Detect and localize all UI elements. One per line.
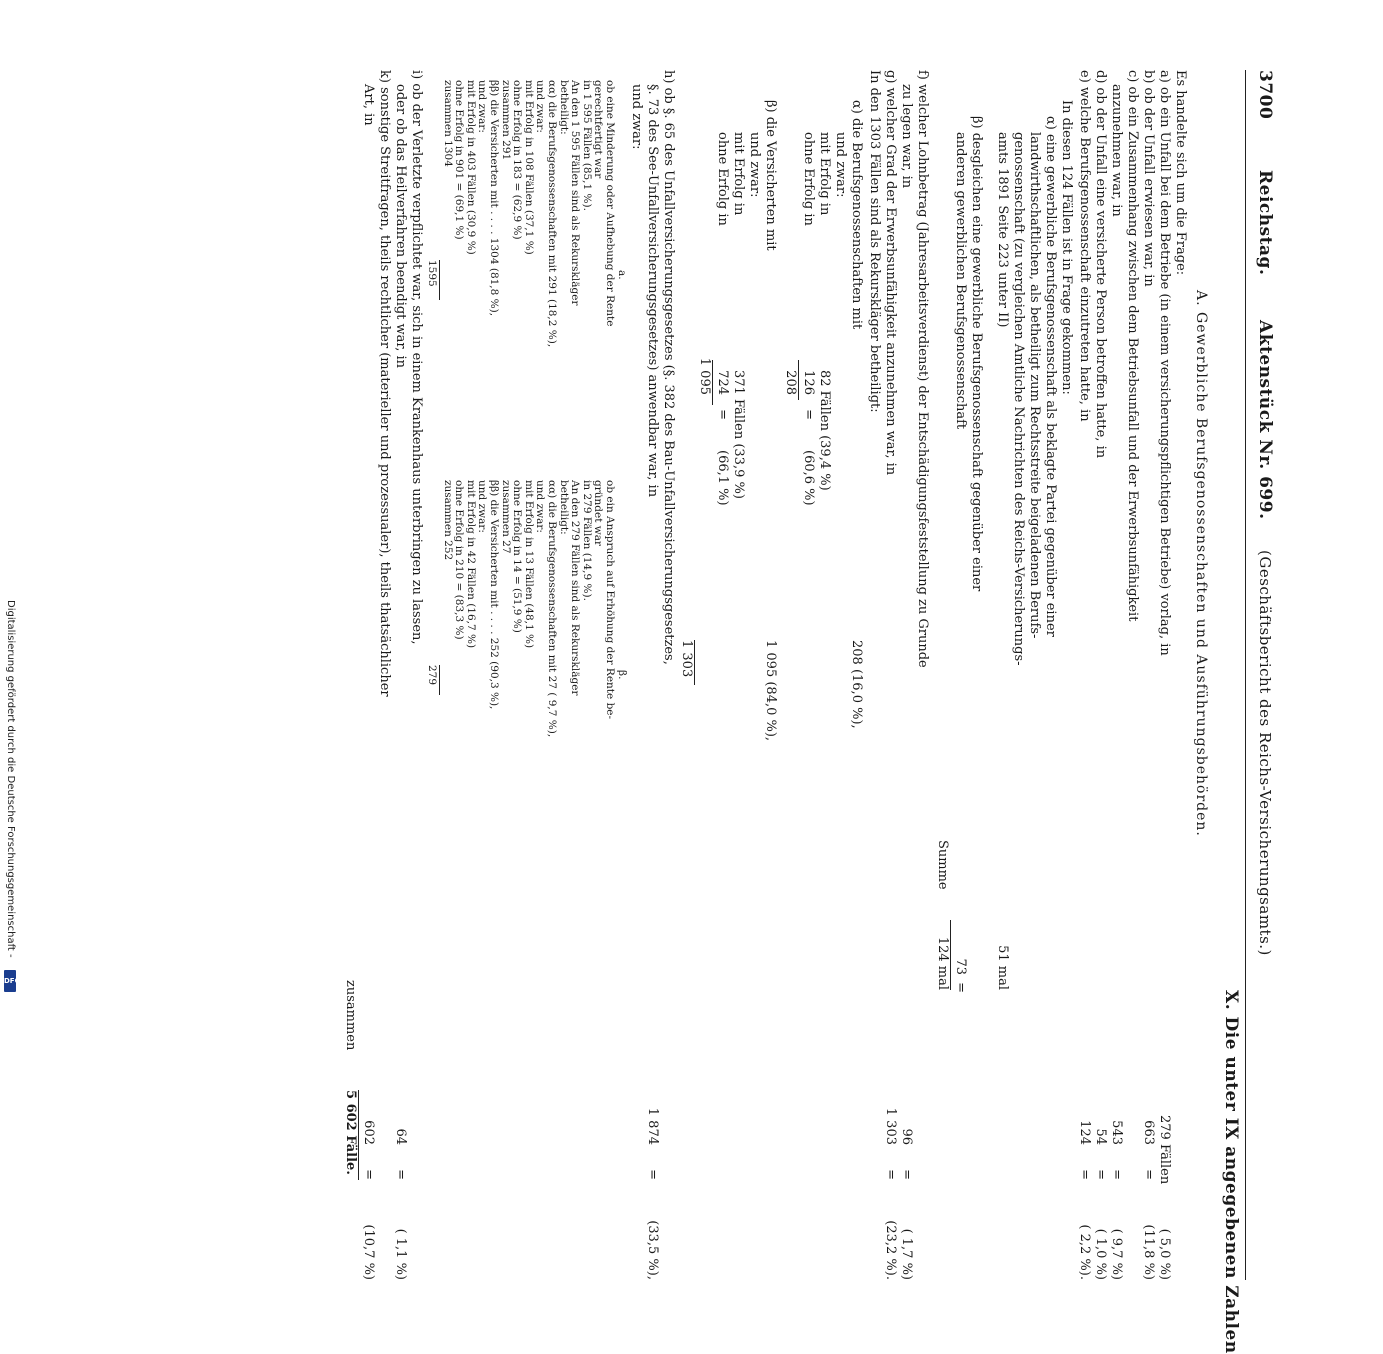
col-a-line: gerechtfertigt war (592, 80, 605, 179)
e-alpha-line-1: α) eine gewerbliche Berufsgenossenschaft als beklagte Partei gegenüber einer (1043, 116, 1058, 637)
g-beta-fail: 724 (715, 370, 730, 395)
e-beta-value: 73 (953, 958, 968, 975)
g-beta-undzwar: und zwar: (747, 132, 762, 198)
col-b-total-rule (439, 665, 440, 695)
section-subheading: A. Gewerbliche Berufsgenossenschaften und Ausführungsbehörden. (1193, 290, 1209, 837)
item-h-mark: = (645, 1169, 660, 1180)
e-alpha-line-2: landwirthschaftlichen, als betheiligt zum Rechtsstreite beigeladenen Berufs- (1027, 132, 1042, 639)
item-b-mark: = (1141, 1169, 1156, 1180)
page-number: 3700 (1255, 70, 1275, 120)
g-grand-total: 1 303 (679, 640, 694, 678)
col-a-label: a. (616, 270, 628, 280)
col-b-line: und zwar: (476, 480, 489, 533)
item-b-count: 663 (1141, 1120, 1156, 1145)
item-a-count: 279 Fällen (1157, 1115, 1172, 1185)
col-b-label: β. (616, 670, 628, 680)
item-f-line-2: zu legen war, in (899, 84, 914, 189)
col-b-line: mit Erfolg in 13 Fällen (48,1 %) (522, 480, 535, 649)
item-g-count: 1 303 (883, 1107, 898, 1145)
col-a-line: ob eine Minderung oder Aufhebung der Rente (604, 80, 616, 327)
item-c-text2: anzunehmen war, in (1109, 84, 1124, 217)
col-a-line: und zwar: (534, 80, 547, 133)
item-d-pct: ( 1,0 %) (1093, 1228, 1108, 1280)
item-c-count: 543 (1109, 1120, 1124, 1145)
g-grand-rule (694, 640, 695, 685)
item-a-pct: ( 5,0 %) (1157, 1228, 1172, 1280)
col-a-line: ββ) die Versicherten mit . . . . 1304 (81,8 %), (488, 80, 500, 317)
col-b-line: ob ein Anspruch auf Erhöhung der Rente be- (604, 480, 616, 720)
g-alpha-fail-pct: (60,6 %) (801, 450, 816, 506)
col-b-line: An den 279 Fällen sind als Rekurskläger (569, 480, 582, 696)
g-intro: In den 1303 Fällen sind als Rekurskläger betheiligt: (867, 70, 882, 413)
e-alpha-value: 51 mal (995, 945, 1010, 990)
item-i-pct: ( 1,1 %) (393, 1228, 408, 1280)
col-b-line: ββ) die Versicherten mit . . . . 252 (90,3 %), (488, 480, 500, 710)
g-alpha-undzwar: und zwar: (833, 132, 848, 198)
g-alpha-ohne-erfolg: ohne Erfolg in (801, 132, 816, 226)
g-alpha-total: 208 (783, 370, 798, 395)
e-alpha-line-4: amts 1891 Seite 223 unter II) (995, 132, 1010, 328)
rotated-document-sheet (50, 60, 1280, 1354)
item-h-line-2: §. 73 des See-Unfallversicherungsgesetzes) anwendbar war, in (645, 84, 660, 498)
intro-line: Es handelte sich um die Frage: (1173, 70, 1188, 276)
g-beta-value: 1 095 (84,0 %), (763, 640, 778, 742)
col-a-line: αα) die Berufsgenossenschaften mit 291 (18,2 %), (546, 80, 558, 348)
item-e-mark: = (1077, 1169, 1092, 1180)
item-i-mark: = (393, 1169, 408, 1180)
g-alpha-fail-mark: = (801, 409, 816, 420)
col-a-total-rule (439, 260, 440, 300)
digitization-credit (2, 600, 21, 995)
item-h-pct: (33,5 %), (645, 1220, 660, 1280)
item-d-count: 54 (1093, 1128, 1108, 1145)
item-i-count: 64 (393, 1128, 408, 1145)
total-rule (358, 1090, 359, 1180)
e-beta-mark: = (953, 982, 968, 993)
g-beta-fail-mark: = (715, 409, 730, 420)
item-e-pct: ( 2,2 %). (1077, 1224, 1092, 1280)
item-f-line-1: f) welcher Lohnbetrag (Jahresarbeitsverdienst) der Entschädigungsfeststellung zu Grunde (915, 70, 930, 668)
item-k-pct: (10,7 %) (361, 1224, 376, 1280)
e-sum-value: 124 mal (935, 936, 950, 990)
col-b-line: und zwar: (534, 480, 547, 533)
col-b-line: zusammen 27 (499, 480, 512, 554)
digitization-text: Digitalisierung gefördert durch die Deutsche Forschungsgemeinschaft - (5, 600, 16, 958)
item-f-count: 96 (899, 1128, 914, 1145)
item-d-text: d) ob der Unfall eine versicherte Person betroffen hatte, in (1093, 70, 1108, 459)
item-c-text: c) ob ein Zusammenhang zwischen dem Betriebsunfall und der Erwerbsunfähigkeit (1125, 70, 1140, 622)
col-a-line: betheiligt: (557, 80, 570, 135)
item-d-mark: = (1093, 1169, 1108, 1180)
g-beta-label: β) die Versicherten mit (763, 100, 778, 251)
item-f-pct: ( 1,7 %) (899, 1228, 914, 1280)
item-h-count: 1 874 (645, 1107, 660, 1145)
g-alpha-fail: 126 (801, 370, 816, 395)
col-a-line: ohne Erfolg in 901 = (69,1 %) (453, 80, 466, 240)
col-a-line: mit Erfolg in 108 Fällen (37,1 %) (522, 80, 535, 255)
g-beta-rule (712, 360, 713, 405)
dfg-logo: DFG (4, 970, 16, 992)
g-beta-mit-erfolg: mit Erfolg in (731, 132, 746, 216)
col-a-line: in 1 595 Fällen (85,1 %). (580, 80, 593, 211)
col-b-line: ohne Erfolg in 210 = (83,3 %) (453, 480, 466, 640)
item-i-line-1: i) ob der Verletzte verpflichtet war, sich in einem Krankenhaus unterbringen zu lassen, (409, 70, 424, 645)
header-rule (1245, 70, 1246, 1280)
e-beta-line-2: anderen gewerblichen Berufsgenossenschaft (953, 132, 968, 430)
g-beta-success: 371 Fällen (33,9 %) (731, 370, 746, 499)
e-beta-line-1: β) desgleichen eine gewerbliche Berufsgenossenschaft gegenüber einer (969, 116, 984, 592)
g-alpha-label: α) die Berufsgenossenschaften mit (849, 100, 864, 330)
g-beta-fail-pct: (66,1 %) (715, 450, 730, 506)
col-a-line: zusammen 1304 (441, 80, 454, 167)
item-c-pct: ( 9,7 %) (1109, 1228, 1124, 1280)
col-b-line: betheiligt: (557, 480, 570, 535)
e-sum-rule (950, 920, 951, 990)
item-h-line-3: und zwar: (629, 84, 644, 150)
item-k-count: 602 (361, 1120, 376, 1145)
col-b-line: in 279 Fällen (14,9 %). (580, 480, 593, 601)
e-alpha-line-3: genossenschaft (zu vergleichen Amtliche Nachrichten des Reichs-Versicherungs- (1011, 132, 1026, 666)
item-b-pct: (11,8 %) (1141, 1224, 1156, 1280)
col-b-line: mit Erfolg in 42 Fällen (16,7 %) (464, 480, 477, 649)
item-g-text: g) welcher Grad der Erwerbsunfähigkeit anzunehmen war, in (883, 70, 898, 476)
item-e-text: e) welche Berufsgenossenschaft einzutreten hatte, in (1077, 70, 1092, 422)
col-a-line: ohne Erfolg in 183 = (62,9 %) (511, 80, 524, 240)
publication-name: Reichstag. (1255, 170, 1275, 276)
g-alpha-rule (798, 360, 799, 400)
g-alpha-mit-erfolg: mit Erfolg in (817, 132, 832, 216)
g-beta-total: 1 095 (697, 357, 712, 395)
col-a-line: zusammen 291 (499, 80, 512, 161)
total-label: zusammen (343, 980, 358, 1051)
col-a-total: 1595 (426, 260, 438, 287)
g-alpha-value: 208 (16,0 %), (849, 640, 864, 729)
col-b-line: zusammen 252 (441, 480, 454, 561)
item-g-pct: (23,2 %). (883, 1220, 898, 1280)
document-number: Aktenstück Nr. 699. (1255, 320, 1275, 520)
report-title: (Geschäftsbericht des Reichs-Versicherungsamts.) (1256, 550, 1274, 956)
col-b-line: αα) die Berufsgenossenschaften mit 27 ( 9,7 %), (546, 480, 558, 738)
e-intro: In diesen 124 Fällen ist in Frage gekommen: (1059, 100, 1074, 395)
item-a-text: a) ob ein Unfall bei dem Betriebe (in einem versicherungspflichtigen Betriebe) vorlag, in (1157, 70, 1172, 656)
section-heading: X. Die unter IX angegebenen Zahlen (1221, 990, 1241, 1354)
col-a-line: mit Erfolg in 403 Fällen (30,9 %) (464, 80, 477, 255)
item-h-line-1: h) ob §. 65 des Unfallversicherungsgesetzes (§. 382 des Bau-Unfallversicherungsgesetzes, (661, 70, 676, 665)
col-b-total: 279 (426, 665, 438, 686)
item-k-mark: = (361, 1169, 376, 1180)
g-beta-ohne-erfolg: ohne Erfolg in (715, 132, 730, 226)
item-e-count: 124 (1077, 1120, 1092, 1145)
col-b-line: gründet war (592, 480, 605, 547)
item-i-line-2: oder ob das Heilverfahren beendigt war, in (393, 84, 408, 368)
col-b-line: ohne Erfolg in 14 = (51,9 %) (511, 480, 524, 633)
item-b-text: b) ob der Unfall erwiesen war, in (1141, 70, 1156, 287)
item-c-mark: = (1109, 1169, 1124, 1180)
total-value: 5 602 Fälle. (343, 1090, 358, 1175)
g-alpha-success: 82 Fällen (39,4 %) (817, 370, 832, 491)
e-sum-label: Summe (935, 840, 950, 890)
col-a-line: An den 1 595 Fällen sind als Rekurskläger (569, 80, 582, 306)
item-k-line-1: k) sonstige Streitfragen, theils rechtlicher (materieller und prozessualer), theils thatsächlicher (377, 70, 392, 697)
item-f-mark: = (899, 1169, 914, 1180)
col-a-line: und zwar: (476, 80, 489, 133)
item-k-line-2: Art, in (361, 84, 376, 126)
item-g-mark: = (883, 1169, 898, 1180)
